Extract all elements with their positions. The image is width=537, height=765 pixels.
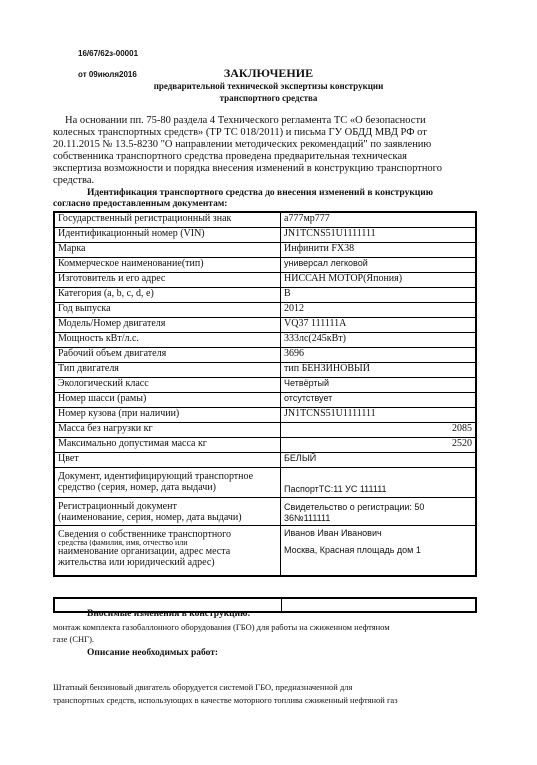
spec-row bbox=[55, 273, 475, 288]
spec-value: Четвёртый bbox=[284, 378, 330, 388]
spec-label: Экологический класс bbox=[55, 378, 281, 392]
spec-label-line: жительства или юридический адрес) bbox=[58, 557, 215, 568]
spec-value: а777мр777 bbox=[284, 213, 330, 224]
spec-row bbox=[55, 378, 475, 393]
spec-label bbox=[55, 468, 281, 497]
spec-label: Номер кузова (при наличии) bbox=[55, 408, 281, 422]
page-title: ЗАКЛЮЧЕНИЕ bbox=[223, 66, 314, 80]
spec-label: Идентификационный номер (VIN) bbox=[55, 228, 281, 242]
spec-row bbox=[55, 408, 475, 423]
changes-heading: Вносимые изменения в конструкцию: bbox=[87, 609, 251, 619]
spec-value-line: 36№111111 bbox=[284, 513, 331, 523]
spec-value: JN1TCNS51U1111111 bbox=[284, 228, 376, 239]
spec-row bbox=[55, 318, 475, 333]
spec-value: 2520 bbox=[452, 438, 472, 449]
identification-heading: Идентификация транспортного средства до внесения изменений в конструкцию bbox=[87, 188, 434, 198]
spec-label: Масса без нагрузки кг bbox=[55, 423, 281, 437]
spec-label: Максимально допустимая масса кг bbox=[55, 438, 281, 452]
spec-row bbox=[55, 213, 475, 228]
spec-value: тип БЕНЗИНОВЫЙ bbox=[284, 363, 370, 374]
spec-value-line: Свидетельство о регистрации: 50 bbox=[284, 502, 425, 512]
intro-line-3: 20.11.2015 № 13.5-8230 "О направлении методических рекомендаций" по заявлению bbox=[53, 139, 432, 150]
spec-row bbox=[55, 453, 475, 468]
spec-label: Коммерческое наименование(тип) bbox=[55, 258, 281, 272]
spec-label: Модель/Номер двигателя bbox=[55, 318, 281, 332]
spec-row bbox=[55, 258, 475, 273]
spec-row-vehicle-document bbox=[55, 468, 475, 498]
spec-label: Год выпуска bbox=[55, 303, 281, 317]
spec-value: 333лс(245кВт) bbox=[284, 333, 346, 344]
spec-value: 2085 bbox=[452, 423, 472, 434]
spec-value bbox=[281, 498, 475, 525]
spec-value bbox=[281, 526, 475, 575]
intro-line-5: экспертиза возможности и порядка внесения изменений в конструкцию транспортного bbox=[53, 163, 442, 174]
spec-value: 3696 bbox=[284, 348, 304, 359]
spec-label: Категория (a, b, c, d, e) bbox=[55, 288, 281, 302]
spec-row bbox=[55, 303, 475, 318]
spec-label: Марка bbox=[55, 243, 281, 257]
spec-row bbox=[55, 243, 475, 258]
spec-label-line: наименование организации, адрес места bbox=[58, 546, 231, 557]
spec-label-line: (наименование, серия, номер, дата выдачи) bbox=[58, 512, 242, 523]
spec-value-line: Москва, Красная площадь дом 1 bbox=[284, 545, 421, 555]
spec-label bbox=[55, 498, 281, 525]
spec-value: В bbox=[284, 288, 291, 299]
document-date: от 09июля2016 bbox=[78, 70, 137, 79]
spec-label: Рабочий объем двигателя bbox=[55, 348, 281, 362]
spec-value: БЕЛЫЙ bbox=[284, 453, 317, 463]
spec-row bbox=[55, 288, 475, 303]
spec-label: Номер шасси (рамы) bbox=[55, 393, 281, 407]
spec-value: VQ37 111111А bbox=[284, 318, 347, 329]
spec-label: Изготовитель и его адрес bbox=[55, 273, 281, 287]
spec-value: 2012 bbox=[284, 303, 304, 314]
spec-value: НИССАН МОТОР(Япония) bbox=[284, 273, 403, 284]
spec-value-line: Иванов Иван Иванович bbox=[284, 528, 382, 538]
changes-line-1: монтаж комплекта газобаллонного оборудования (ГБО) для работы на сжиженном нефтяном bbox=[53, 622, 390, 632]
intro-line-6: средства. bbox=[53, 175, 95, 186]
spec-value: Инфинити FX38 bbox=[284, 243, 355, 254]
identification-subheading: согласно предоставленным документам: bbox=[53, 199, 228, 209]
spec-label: Тип двигателя bbox=[55, 363, 281, 377]
spec-label-line: средства (фамилия, имя, отчество или bbox=[58, 540, 188, 546]
spec-row bbox=[55, 363, 475, 378]
intro-line-1: На основании пп. 75-80 раздела 4 Технического регламента ТС «О безопасности bbox=[65, 115, 426, 126]
spec-label-line: Документ, идентифицирующий транспортное bbox=[58, 471, 254, 482]
page-subtitle-line-2: транспортного средства bbox=[219, 93, 318, 103]
spec-label-line: Сведения о собственнике транспортного bbox=[58, 529, 232, 540]
works-heading: Описание необходимых работ: bbox=[87, 648, 219, 658]
spec-row bbox=[55, 393, 475, 408]
spec-label: Цвет bbox=[55, 453, 281, 467]
spec-row-registration-document bbox=[55, 498, 475, 526]
spec-row bbox=[55, 333, 475, 348]
spec-value: JN1TCNS51U1111111 bbox=[284, 408, 376, 419]
works-line-1: Штатный бензиновый двигатель оборудуется системой ГБО, предназначенной для bbox=[53, 682, 353, 692]
spec-row-owner bbox=[55, 526, 475, 575]
intro-line-4: собственника транспортного средства проведена предварительная техническая bbox=[53, 151, 407, 162]
vehicle-spec-table bbox=[53, 211, 477, 577]
spec-value: отсутствует bbox=[284, 393, 333, 403]
spec-row bbox=[55, 423, 475, 438]
spec-label bbox=[55, 526, 281, 575]
spec-label: Государственный регистрационный знак bbox=[55, 213, 281, 227]
spec-label-line: Регистрационный документ bbox=[58, 501, 177, 512]
document-number: 16/67/62з-00001 bbox=[78, 49, 139, 58]
spec-label-line: средство (серия, номер, дата выдачи) bbox=[58, 482, 216, 493]
spec-row bbox=[55, 348, 475, 363]
spec-value: универсал легковой bbox=[284, 258, 368, 268]
page-subtitle-line-1: предварительной технической экспертизы конструкции bbox=[153, 81, 384, 91]
spec-row bbox=[55, 438, 475, 453]
spec-value: ПаспортТС:11 УС 111111 bbox=[284, 484, 387, 494]
spec-row bbox=[55, 228, 475, 243]
intro-line-2: колесных транспортных средств» (ТР ТС 018/2011) и письма ГУ ОБДД МВД РФ от bbox=[53, 127, 427, 138]
changes-line-2: газе (СНГ). bbox=[53, 634, 95, 644]
works-line-2: транспортных средств, использующих в качестве моторного топлива сжиженный нефтяной газ bbox=[53, 695, 398, 705]
spec-label: Мощность кВт/л.с. bbox=[55, 333, 281, 347]
